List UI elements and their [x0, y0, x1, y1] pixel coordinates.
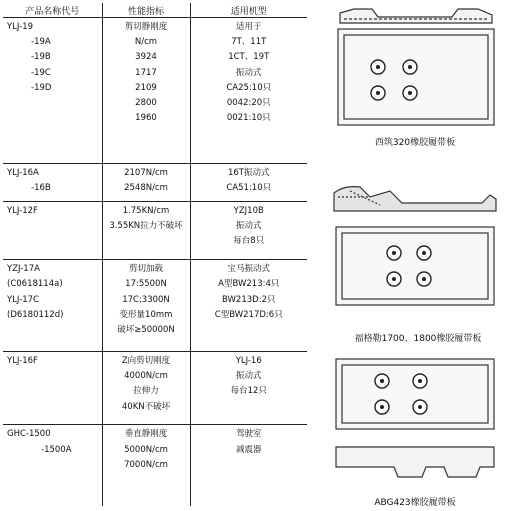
- table-header-row: [3, 3, 307, 18]
- cell-applicable-model: 驾驶室 减震器: [190, 425, 307, 506]
- track-pad-figure-3: [330, 355, 502, 490]
- cell-performance: 1.75KN/cm 3.55KN拉力不破坏: [102, 201, 190, 259]
- cell-applicable-model: 适用于 7T、11T 1CT、19T 振动式 CA25:10只 0042:20只 0021:10只: [190, 18, 307, 164]
- product-code: -19B: [31, 52, 51, 63]
- product-code: -19A: [31, 37, 51, 48]
- track-pad-figure-2: [330, 183, 502, 323]
- track-pad-figure-1: [332, 5, 500, 135]
- cell-applicable-model: 16T振动式 CA51:10只: [190, 163, 307, 201]
- cell-product-code: YZJ-17A (C0618114a) YLJ-17C (D6180112d): [3, 260, 102, 352]
- figure-2-caption: 福格勒1700、1800橡胶履带板: [354, 334, 482, 344]
- cell-performance: 垂直静刚度 5000N/cm 7000N/cm: [102, 425, 190, 506]
- product-code: -19D: [31, 82, 52, 93]
- cell-applicable-model: YZJ10B 振动式 每台8只: [190, 201, 307, 259]
- cell-product-code: [3, 18, 102, 164]
- header-applicable-model: 适用机型: [190, 3, 307, 18]
- table-row: [3, 163, 307, 201]
- table-row: [3, 18, 307, 164]
- cell-performance: 2107N/cm 2548N/cm: [102, 163, 190, 201]
- table-row: [3, 352, 307, 425]
- figure-3-caption: ABG423橡胶履带板: [374, 498, 456, 508]
- figure-1-caption: 西筑320橡胶履带板: [374, 138, 456, 148]
- cell-product-code: GHC-1500 -1500A: [3, 425, 102, 506]
- cell-applicable-model: 宝马振动式 A型BW213:4只 BW213D:2只 C型BW217D:6只: [190, 260, 307, 352]
- cell-performance: 剪切加载 17:5500N 17C:3300N 变形量10mm 破坏≥50000N: [102, 260, 190, 352]
- table-row: [3, 260, 307, 352]
- cell-performance: Z向剪切刚度 4000N/cm 拉伸力 40KN不破坏: [102, 352, 190, 425]
- table-row: [3, 201, 307, 259]
- cell-product-code: YLJ-16F: [3, 352, 102, 425]
- table-row: [3, 425, 307, 506]
- header-performance: 性能指标: [102, 3, 190, 18]
- spec-table: [3, 3, 307, 506]
- cell-product-code: YLJ-16A -16B: [3, 163, 102, 201]
- cell-performance: 剪切静刚度 N/cm 3924 1717 2109 2800 1960: [102, 18, 190, 164]
- header-product-code: 产品名称代号: [3, 3, 102, 18]
- cell-applicable-model: YLJ-16 振动式 每台12只: [190, 352, 307, 425]
- product-code: YLJ-19: [7, 22, 34, 32]
- cell-product-code: YLJ-12F: [3, 201, 102, 259]
- product-code: -19C: [31, 67, 51, 78]
